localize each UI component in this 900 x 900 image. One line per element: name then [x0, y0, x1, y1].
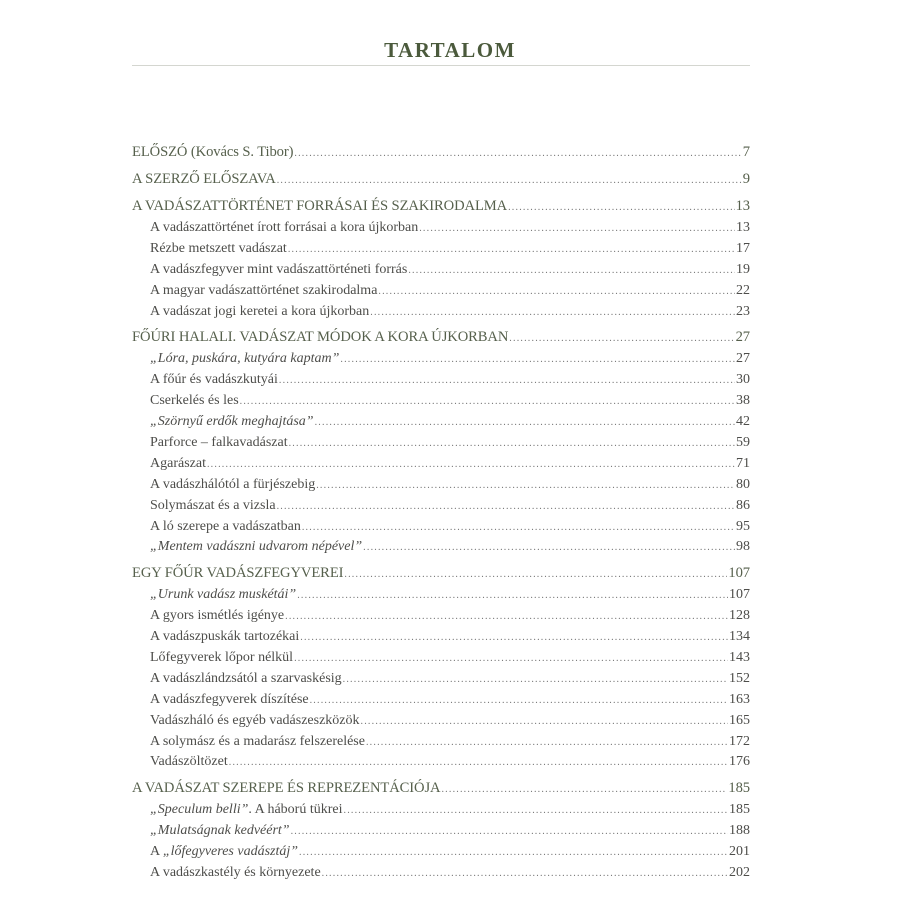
dot-leader — [508, 196, 734, 220]
entry-title — [132, 167, 276, 191]
page-number: 188 — [729, 823, 750, 839]
entry-title-text: A SZERZŐ ELŐSZAVA — [132, 171, 276, 187]
entry-title-text: Parforce – falkavadászat — [150, 435, 288, 451]
toc-chapter-entry — [132, 167, 750, 191]
entry-title — [150, 454, 206, 475]
page-number: 98 — [736, 539, 750, 555]
dot-leader — [288, 240, 735, 261]
toc-subentry — [132, 475, 750, 496]
table-of-contents — [132, 140, 750, 884]
page-number: 185 — [728, 780, 750, 797]
entry-title — [150, 349, 339, 370]
dot-leader — [344, 563, 727, 587]
page-number: 107 — [729, 587, 750, 603]
entry-title-italic: „lőfegyveres vadásztáj” — [162, 844, 299, 860]
toc-subentry — [132, 732, 750, 753]
entry-title-italic: „Lóra, puskára, kutyára kaptam” — [150, 351, 340, 367]
dot-leader — [285, 607, 728, 628]
page-number: 185 — [729, 802, 750, 818]
toc-subentry — [132, 537, 750, 558]
entry-title-text: A vadászhálótól a fürjészebig — [150, 476, 316, 492]
toc-subentry — [132, 606, 750, 627]
page-number: 9 — [742, 171, 750, 187]
toc-subentry — [132, 391, 750, 412]
entry-title — [150, 821, 290, 842]
entry-title — [150, 239, 287, 260]
entry-title — [150, 711, 360, 732]
dot-leader — [509, 327, 734, 351]
entry-title-text: Vadászöltözet — [150, 754, 228, 770]
toc-subentry — [132, 585, 750, 606]
toc-subentry — [132, 752, 750, 773]
dot-leader — [300, 628, 728, 649]
toc-subentry — [132, 370, 750, 391]
toc-chapter-entry — [132, 561, 750, 585]
dot-leader — [294, 142, 741, 166]
entry-title — [150, 842, 298, 863]
toc-subentry — [132, 260, 750, 281]
entry-title-italic: „Szörnyű erdők meghajtása” — [150, 414, 314, 430]
page-number: 107 — [728, 565, 750, 582]
page-number: 201 — [729, 844, 750, 860]
toc-subentry — [132, 863, 750, 884]
toc-subentry — [132, 349, 750, 370]
page-number: 71 — [736, 455, 750, 471]
page-number: 143 — [729, 650, 750, 666]
dot-leader — [279, 371, 735, 392]
entry-title — [150, 627, 299, 648]
entry-title — [150, 475, 315, 496]
page-title: TARTALOM — [384, 38, 516, 62]
toc-chapter-entry — [132, 776, 750, 800]
entry-title — [150, 690, 309, 711]
entry-title-text: EGY FŐÚR VADÁSZFEGYVEREI — [132, 565, 344, 582]
dot-leader — [322, 864, 728, 885]
toc-subentry — [132, 239, 750, 260]
entry-title — [150, 260, 407, 281]
entry-title-text: A VADÁSZAT SZEREPE ÉS REPREZENTÁCIÓJA — [132, 780, 441, 797]
entry-title — [150, 370, 278, 391]
page-number: 163 — [729, 691, 750, 707]
entry-title — [150, 517, 301, 538]
entry-title — [150, 648, 293, 669]
entry-title-text: A solymász és a madarász felszerelése — [150, 733, 365, 749]
toc-subentry — [132, 517, 750, 538]
entry-title-text: A vadászat jogi keretei a kora újkorban — [150, 303, 370, 319]
entry-title-italic: „Speculum belli” — [150, 802, 249, 818]
entry-title — [150, 732, 365, 753]
entry-title-text: A vadászpuskák tartozékai — [150, 629, 300, 645]
toc-subentry — [132, 496, 750, 517]
entry-title — [150, 391, 239, 412]
entry-title-text: Cserkelés és les — [150, 393, 239, 409]
entry-title-text: A — [150, 844, 163, 860]
page-number: 22 — [736, 282, 750, 298]
entry-title — [150, 302, 369, 323]
dot-leader — [302, 518, 735, 539]
dot-leader — [277, 169, 742, 193]
entry-title-italic: „Urunk vadász muskétái” — [150, 587, 297, 603]
page-number: 80 — [736, 476, 750, 492]
entry-title — [150, 281, 377, 302]
toc-chapter-entry — [132, 140, 750, 164]
entry-title — [150, 752, 228, 773]
toc-subentry — [132, 218, 750, 239]
entry-title — [150, 433, 288, 454]
entry-title — [150, 218, 418, 239]
page-number: 13 — [736, 220, 750, 235]
dot-leader — [378, 282, 735, 303]
toc-subentry — [132, 281, 750, 302]
dot-leader — [419, 219, 735, 240]
entry-title — [132, 140, 293, 164]
dot-leader — [366, 733, 728, 754]
page-number: 42 — [736, 414, 750, 430]
entry-title-text: Vadászháló és egyéb vadászeszközök — [150, 712, 360, 728]
page-number: 152 — [729, 670, 750, 686]
entry-title-text: A vadászfegyver mint vadászattörténeti forrás — [150, 261, 408, 277]
dot-leader — [240, 392, 735, 413]
dot-leader — [294, 649, 728, 670]
toc-chapter-entry — [132, 194, 750, 218]
dot-leader — [441, 778, 727, 802]
dot-leader — [361, 712, 728, 733]
page-number: 86 — [736, 497, 750, 513]
page-number: 13 — [735, 198, 750, 214]
page-number: 27 — [736, 351, 750, 367]
page-number: 23 — [736, 303, 750, 319]
page-number: 202 — [729, 865, 750, 881]
entry-title-text: Lőfegyverek lőpor nélkül — [150, 650, 294, 666]
dot-leader — [340, 350, 735, 371]
entry-title-text: A VADÁSZATTÖRTÉNET FORRÁSAI ÉS SZAKIRODALMA — [132, 198, 508, 214]
dot-leader — [310, 691, 728, 712]
toc-subentry — [132, 648, 750, 669]
dot-leader — [277, 497, 735, 518]
toc-subentry — [132, 821, 750, 842]
entry-title-text: ELŐSZÓ (Kovács S. Tibor) — [132, 144, 294, 160]
page-number: 19 — [736, 261, 750, 277]
toc-subentry — [132, 690, 750, 711]
page-number: 95 — [736, 518, 750, 534]
entry-title-italic: „Mentem vadászni udvarom népével” — [150, 539, 363, 555]
dot-leader — [289, 434, 735, 455]
dot-leader — [229, 753, 728, 774]
entry-title — [132, 776, 440, 800]
entry-title-italic: „Mulatságnak kedvéért” — [150, 823, 290, 839]
entry-title-text: A vadászlándzsától a szarvaskésig — [150, 670, 342, 686]
entry-title — [132, 325, 508, 349]
entry-title-text: Solymászat és a vizsla — [150, 497, 276, 513]
page-number: 17 — [736, 240, 750, 256]
toc-subentry — [132, 412, 750, 433]
entry-title — [150, 496, 276, 517]
toc-subentry — [132, 433, 750, 454]
entry-title-text: A ló szerepe a vadászatban — [150, 518, 301, 534]
entry-title — [150, 537, 362, 558]
entry-title — [150, 606, 284, 627]
entry-title-text: A főúr és vadászkutyái — [150, 372, 278, 388]
page-number: 7 — [742, 144, 750, 160]
toc-subentry — [132, 800, 750, 821]
page-number: 38 — [736, 393, 750, 409]
entry-title-text: A vadászfegyverek díszítése — [150, 691, 309, 707]
entry-title — [150, 863, 321, 884]
entry-title — [132, 561, 343, 585]
toc-subentry — [132, 627, 750, 648]
dot-leader — [291, 822, 728, 843]
page-number: 176 — [729, 754, 750, 770]
toc-subentry — [132, 669, 750, 690]
entry-title-text: A magyar vadászattörténet szakirodalma — [150, 282, 378, 298]
toc-subentry — [132, 711, 750, 732]
page-number: 128 — [729, 608, 750, 624]
dot-leader — [297, 586, 728, 607]
entry-title-text: FŐÚRI HALALI. VADÁSZAT MÓDOK A KORA ÚJKORBAN — [132, 329, 509, 346]
entry-title — [150, 669, 342, 690]
entry-title-text: A gyors ismétlés igénye — [150, 608, 285, 624]
toc-chapter-entry — [132, 325, 750, 349]
entry-title — [150, 585, 296, 606]
dot-leader — [316, 476, 735, 497]
entry-title-text: A vadászkastély és környezete — [150, 865, 321, 881]
dot-leader — [408, 261, 735, 282]
toc-subentry — [132, 842, 750, 863]
title-divider — [132, 65, 750, 66]
page-number: 27 — [735, 329, 750, 346]
dot-leader — [344, 801, 729, 822]
toc-subentry — [132, 454, 750, 475]
dot-leader — [370, 303, 735, 324]
page-number: 59 — [736, 435, 750, 451]
dot-leader — [207, 455, 735, 476]
dot-leader — [299, 843, 728, 864]
entry-title — [150, 412, 314, 433]
toc-subentry — [132, 302, 750, 323]
page-number: 172 — [729, 733, 750, 749]
page-number: 30 — [736, 372, 750, 388]
entry-title-text: A vadászattörténet írott forrásai a kora újkorban — [150, 220, 419, 235]
entry-title — [132, 194, 507, 218]
dot-leader — [315, 413, 735, 434]
entry-title-suffix: . A háború tükrei — [248, 802, 343, 818]
entry-title-text: Agarászat — [150, 455, 206, 471]
page-number: 165 — [729, 712, 750, 728]
entry-title — [150, 800, 343, 821]
entry-title-text: Rézbe metszett vadászat — [150, 240, 287, 256]
page-number: 134 — [729, 629, 750, 645]
dot-leader — [363, 538, 735, 559]
dot-leader — [343, 670, 728, 691]
